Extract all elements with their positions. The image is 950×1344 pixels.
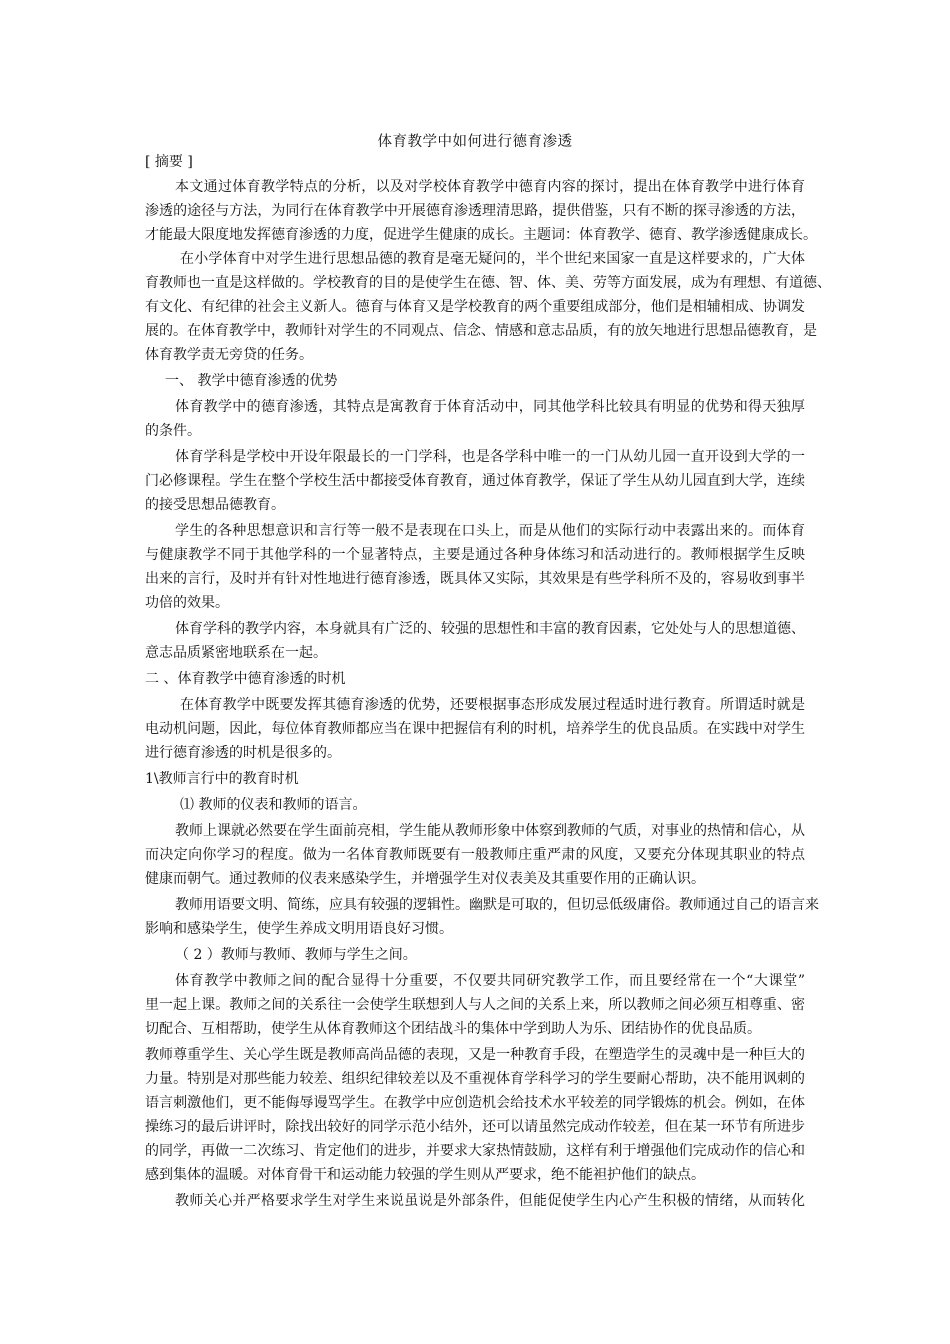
text-line: 体育教学中教师之间的配合显得十分重要，不仅要共同研究教学工作，而且要经常在一个“大课堂”	[175, 973, 805, 989]
text-line: 一、 教学中德育渗透的优势	[165, 373, 338, 389]
text-line: 体育学科是学校中开设年限最长的一门学科，也是各学科中唯一的一门从幼儿园一直开设到大学的一	[175, 449, 805, 465]
text-line: 而决定向你学习的程度。做为一名体育教师既要有一般教师庄重严肃的风度，又要充分体现其职业的特点	[145, 847, 805, 863]
document-title: 体育教学中如何进行德育渗透	[377, 134, 573, 150]
text-line: 才能最大限度地发挥德育渗透的力度，促进学生健康的成长。主题词：体育教学、德育、教学渗透健康成长。	[145, 227, 817, 243]
text-line: 在体育教学中既要发挥其德育渗透的优势，还要根据事态形成发展过程适时进行教育。所谓适时就是	[180, 697, 805, 713]
text-line: 体育学科的教学内容，本身就具有广泛的、较强的思想性和丰富的教育因素，它处处与人的思想道德、	[175, 621, 805, 637]
text-line: ⑴ 教师的仪表和教师的语言。	[180, 797, 367, 813]
text-line: 电动机问题，因此，每位体育教师都应当在课中把握信有利的时机，培养学生的优良品质。在实践中对学生	[145, 721, 805, 737]
text-line: 的同学，再做一二次练习、肯定他们的进步，并要求大家热情鼓励，这样有利于增强他们完成动作的信心和	[145, 1143, 805, 1159]
text-line: 1\教师言行中的教育时机	[145, 771, 299, 787]
text-line: （ 2 ）教师与教师、教师与学生之间。	[175, 947, 417, 963]
text-line: 本文通过体育教学特点的分析，以及对学校体育教学中德育内容的探讨，提出在体育教学中进行体育	[175, 179, 805, 195]
text-line: 进行德育渗透的时机是很多的。	[145, 745, 341, 761]
text-line: 教师关心并严格要求学生对学生来说虽说是外部条件，但能促使学生内心产生积极的情绪，从而转化	[175, 1193, 805, 1209]
text-line: 影响和感染学生，使学生养成文明用语良好习惯。	[145, 921, 453, 937]
text-line: 教师尊重学生、关心学生既是教师高尚品德的表现，又是一种教育手段，在塑造学生的灵魂中是一种巨大的	[145, 1047, 805, 1063]
text-line: 的接受思想品德教育。	[145, 497, 285, 513]
text-line: 教师上课就必然要在学生面前亮相，学生能从教师形象中体察到教师的气质，对事业的热情和信心，从	[175, 823, 805, 839]
text-line: 二 、体育教学中德育渗透的时机	[145, 671, 346, 687]
text-line: 教师用语要文明、简练，应具有较强的逻辑性。幽默是可取的，但切忌低级庸俗。教师通过自己的语言来	[175, 897, 819, 913]
text-line: 感到集体的温暖。对体育骨干和运动能力较强的学生则从严要求，绝不能袒护他们的缺点。	[145, 1167, 705, 1183]
text-line: 门必修课程。学生在整个学校生活中都接受体育教育，通过体育教学，保证了学生从幼儿园直到大学，连续	[145, 473, 805, 489]
text-line: 与健康教学不同于其他学科的一个显著特点，主要是通过各种身体练习和活动进行的。教师根据学生反映	[145, 547, 805, 563]
text-line: 的条件。	[145, 423, 201, 439]
text-line: 力量。特别是对那些能力较差、组织纪律较差以及不重视体育学科学习的学生要耐心帮助，决不能用讽刺的	[145, 1071, 805, 1087]
text-line: 操练习的最后讲评时，除找出较好的同学示范小结外，还可以请虽然完成动作较差，但在某一环节有所进步	[145, 1119, 805, 1135]
text-line: 体育教学责无旁贷的任务。	[145, 347, 313, 363]
text-line: 功倍的效果。	[145, 595, 229, 611]
text-line: 在小学体育中对学生进行思想品德的教育是毫无疑问的，半个世纪来国家一直是这样要求的，广大体	[180, 251, 805, 267]
text-line: 里一起上课。教师之间的关系往一会使学生联想到人与人之间的关系上来，所以教师之间必须互相尊重、密	[145, 997, 805, 1013]
text-line: 体育教学中的德育渗透，其特点是寓教育于体育活动中，同其他学科比较具有明显的优势和得天独厚	[175, 399, 805, 415]
text-line: 出来的言行，及时并有针对性地进行德育渗透，既具体又实际，其效果是有些学科所不及的，容易收到事半	[145, 571, 805, 587]
text-line: 健康而朝气。通过教师的仪表来感染学生，并增强学生对仪表美及其重要作用的正确认识。	[145, 871, 705, 887]
text-line: 切配合、互相帮助，使学生从体育教师这个团结战斗的集体中学到助人为乐、团结协作的优良品质。	[145, 1021, 761, 1037]
text-line: [ 摘要 ]	[145, 154, 193, 170]
text-line: 展的。在体育教学中，教师针对学生的不同观点、信念、情感和意志品质，有的放矢地进行思想品德教育，是	[145, 323, 817, 339]
text-line: 育教师也一直是这样做的。学校教育的目的是使学生在德、智、体、美、劳等方面发展，成为有理想、有道德、	[145, 275, 831, 291]
text-line: 渗透的途径与方法，为同行在体育教学中开展德育渗透理清思路，提供借鉴，只有不断的探寻渗透的方法，	[145, 203, 805, 219]
text-line: 语言刺激他们，更不能侮辱谩骂学生。在教学中应创造机会给技术水平较差的同学锻炼的机会。例如，在体	[145, 1095, 805, 1111]
text-line: 有文化、有纪律的社会主义新人。德育与体育又是学校教育的两个重要组成部分，他们是相辅相成、协调发	[145, 299, 805, 315]
text-line: 意志品质紧密地联系在一起。	[145, 645, 327, 661]
text-line: 学生的各种思想意识和言行等一般不是表现在口头上，而是从他们的实际行动中表露出来的。而体育	[175, 523, 805, 539]
